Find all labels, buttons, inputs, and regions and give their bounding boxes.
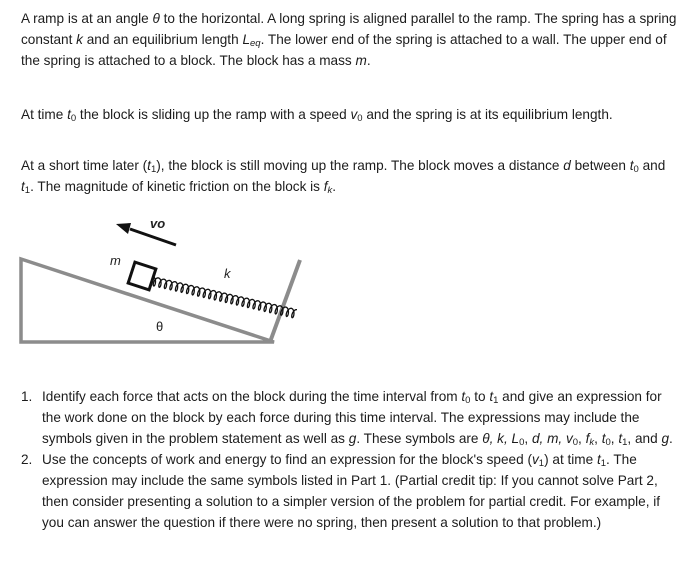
problem-paragraph-setup — [21, 8, 681, 71]
symbol-theta: θ — [152, 11, 160, 26]
question-number: 2. — [21, 452, 33, 467]
text: ) at time — [544, 452, 597, 467]
subscript: 0 — [70, 113, 77, 124]
symbol-f: f — [585, 431, 590, 446]
text: , — [524, 431, 532, 446]
subscript: 1 — [24, 185, 31, 196]
text: ), the block is still moving up the ramp. The block moves a distance — [156, 158, 564, 173]
text: At a short time later ( — [21, 158, 148, 173]
symbol-t: t — [629, 158, 634, 173]
symbol-L: L — [242, 32, 250, 47]
velocity-label: vo — [150, 216, 166, 231]
subscript: k — [589, 437, 595, 448]
symbol-f: f — [323, 179, 328, 194]
ramp-spring-diagram — [18, 208, 308, 348]
velocity-arrow-head — [116, 223, 131, 234]
symbol-t: t — [147, 158, 151, 173]
symbol-v: v — [531, 452, 539, 467]
text: . The lower end of the spring is attached to a wall. The upper end of the spring is attached to a block. The block has a mass — [21, 32, 667, 68]
ramp-diagram-svg — [18, 208, 308, 348]
symbol-v: v — [350, 107, 358, 122]
subscript: 0 — [633, 164, 639, 175]
text: . These symbols are — [356, 431, 483, 446]
wall — [270, 260, 300, 342]
subscript: 0 — [519, 437, 525, 448]
subscript: 1 — [493, 395, 499, 406]
question-2 — [21, 449, 682, 533]
subscript: 0 — [465, 395, 471, 406]
symbol-t: t — [67, 107, 71, 122]
subscript: 1 — [150, 164, 157, 175]
text: , — [594, 431, 602, 446]
question-list — [21, 386, 682, 533]
symbol-t: t — [618, 431, 623, 446]
text: Use the concepts of work and energy to find an expression for the block's speed ( — [42, 452, 532, 467]
problem-paragraph-initial — [21, 104, 681, 125]
symbol-m: m — [355, 53, 367, 68]
text: and give an expression for the work done on the block by each force during this time interval. The expressions may include the symbols given in the problem statement as well as — [42, 389, 662, 446]
problem-paragraph-later — [21, 155, 681, 197]
subscript: 1 — [538, 458, 545, 469]
text: . The magnitude of kinetic friction on the block is — [30, 179, 324, 194]
symbol-list: θ, k, L — [482, 431, 520, 446]
symbol-t: t — [489, 389, 494, 404]
text: . — [669, 431, 673, 446]
symbol-t: t — [596, 452, 601, 467]
text: and an equilibrium length — [82, 32, 243, 47]
text: Identify each force that acts on the block during the time interval from — [42, 389, 462, 404]
text: . — [332, 179, 337, 194]
text: , — [610, 431, 619, 446]
mass-label: m — [110, 253, 121, 268]
symbol-d: d — [563, 158, 571, 173]
text: to the horizontal. A long spring is aligned parallel to the ramp. The spring has a spring constant — [21, 11, 677, 47]
text: . The expression may include the same symbols listed in Part 1. (Partial credit tip: If you cannot solve Part 2, then consider presenting a solution to a simpler version of the problem for partial credit. For example, if you can answer the question if there were no spring, then present a solution to that problem.) — [42, 452, 661, 530]
text: and the spring is at its equilibrium length. — [362, 107, 613, 122]
text: , and — [627, 431, 662, 446]
subscript: 1 — [622, 437, 628, 448]
symbol-t: t — [461, 389, 466, 404]
text: to — [470, 389, 490, 404]
symbol-g: g — [348, 431, 357, 446]
text: , — [578, 431, 586, 446]
block — [128, 262, 156, 290]
text: between — [570, 158, 630, 173]
spring-label: k — [224, 266, 231, 281]
text: the block is sliding up the ramp with a speed — [76, 107, 351, 122]
symbol-list: d, m, v — [531, 431, 573, 446]
text: and — [638, 158, 666, 173]
text: . — [366, 53, 371, 68]
text: At time — [21, 107, 68, 122]
subscript: 0 — [357, 113, 363, 124]
angle-label: θ — [156, 319, 164, 334]
subscript: 0 — [572, 437, 579, 448]
velocity-arrow-shaft — [130, 229, 176, 245]
text: A ramp is at an angle — [21, 11, 153, 26]
symbol-g: g — [661, 431, 669, 446]
subscript: k — [327, 185, 333, 196]
symbol-t: t — [21, 179, 25, 194]
question-1 — [21, 386, 682, 449]
symbol-k: k — [76, 32, 83, 47]
symbol-t: t — [601, 431, 606, 446]
subscript: 1 — [600, 458, 607, 469]
subscript-eq: eq — [250, 38, 261, 49]
question-number: 1. — [21, 389, 33, 404]
subscript: 0 — [605, 437, 611, 448]
